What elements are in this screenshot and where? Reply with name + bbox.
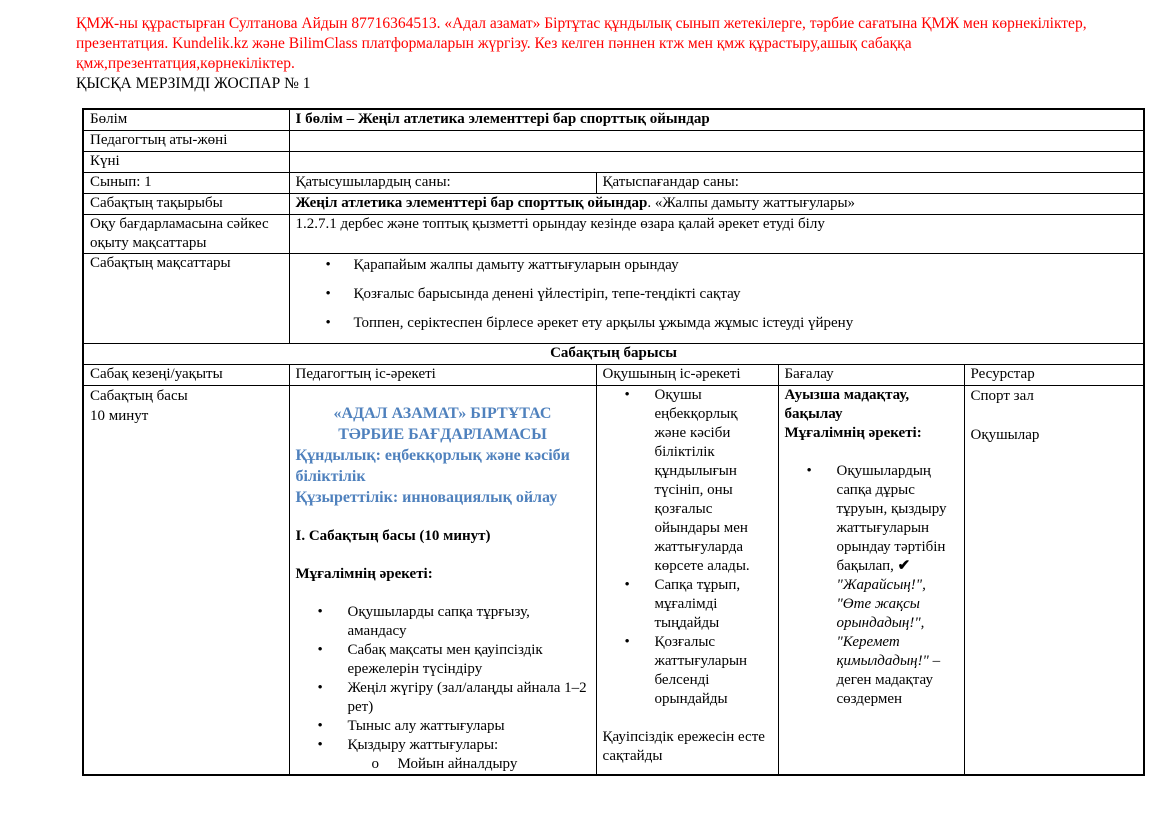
teacher-action-text: Қыздыру жаттығулары: [347,737,499,753]
topic-label-cell: Сабақтың тақырыбы [83,194,289,215]
flow-section-title-cell: Сабақтың барысы [83,344,1144,365]
circle-bullet-icon: o [371,756,379,772]
student-action-text: Сапқа тұрып, мұғалімді тыңдайды [654,577,741,631]
table-row [83,109,1144,131]
document-title: ҚЫСҚА МЕРЗІМДІ ЖОСПАР № 1 [76,75,311,92]
resources-cell [964,386,1144,776]
objectives-label-cell: Оқу бағдарламасына сәйкес оқыту мақсаттары [83,215,289,254]
goals-value-cell [289,254,1144,344]
table-row [83,344,1144,365]
topic-value-bold: Жеңіл атлетика элементтері бар спорттық ойындар [295,195,648,211]
bullet-icon: • [624,387,630,403]
assessment-heading: Ауызша мадақтау, бақылау [784,387,910,422]
topic-value-rest: . «Жалпы дамыту жаттығулары» [647,195,856,211]
student-note: Қауіпсіздік ережесін есте сақтайды [602,729,765,764]
teacher-actions-heading: Мұғалімнің әрекеті: [295,566,433,582]
program-title: «АДАЛ АЗАМАТ» БІРТҰТАС ТӘРБИЕ БАҒДАРЛАМАСЫ [333,405,552,443]
teacher-action-item [318,641,590,679]
goal-text: Топпен, серіктеспен бірлесе әрекет ету арқылы ұжымда жұмыс істеуді үйрену [353,315,854,331]
goal-item [326,314,1138,333]
table-row [83,173,1144,194]
teacher-activity-cell [289,386,596,776]
bullet-icon: • [325,315,331,331]
goal-item [326,285,1138,304]
student-action-item [625,576,772,633]
resource-item: Спорт зал [970,388,1034,404]
date-value-cell[interactable] [289,152,1144,173]
objectives-value-cell: 1.2.7.1 дербес және топтық қызметті орындау кезінде өзара қалай әрекет етуді білу [289,215,1144,254]
bullet-icon: • [624,577,630,593]
goal-item [326,256,1138,275]
student-action-text: Оқушы еңбекқорлық және кәсіби біліктілік құндылығын түсініп, оны қозғалыс ойындары мен жаттығуларда көрсете алады. [654,387,750,574]
teacher-action-item [318,736,590,755]
value-line: Құндылық: еңбекқорлық және кәсіби біліктілік [295,447,570,485]
table-row [83,131,1144,152]
goal-text: Қарапайым жалпы дамыту жаттығуларын орындау [353,257,679,273]
column-header-assessment: Бағалау [778,365,964,386]
bullet-icon: • [325,257,331,273]
assessment-cell [778,386,964,776]
praise-tail: – деген мадақтау сөздермен [836,653,941,707]
stage-heading: І. Сабақтың басы (10 минут) [295,528,491,544]
resource-item: Оқушылар [970,427,1040,443]
student-activity-cell [596,386,778,776]
table-row [83,386,1144,776]
student-action-text: Қозғалыс жаттығуларын белсенді орындайды [654,634,748,707]
bullet-icon: • [624,634,630,650]
teacher-action-item [318,603,590,641]
lesson-plan-table [82,108,1145,776]
assessment-item [807,462,958,709]
checkmark-icon: ✔ [897,558,911,574]
column-header-teacher: Педагогтың іс-әрекеті [289,365,596,386]
student-action-item [625,386,772,576]
bullet-icon: • [806,463,812,479]
goals-label-cell: Сабақтың мақсаттары [83,254,289,344]
participants-label-cell[interactable]: Қатысушылардың саны: [289,173,596,194]
section-label-cell: Бөлім [83,109,289,131]
teacher-action-text: Тыныс алу жаттығулары [347,718,505,734]
praise-quotes: "Жарайсың!", "Өте жақсы орындадың!", "Керемет қимылдадың!" [836,577,929,669]
teacher-name-value-cell[interactable] [289,131,1144,152]
stage-name: Сабақтың басы [90,388,188,404]
bullet-icon: • [317,737,323,753]
column-header-resources: Ресурстар [964,365,1144,386]
absent-label-cell[interactable]: Қатыспағандар саны: [596,173,1144,194]
table-row [83,194,1144,215]
table-header-row [83,365,1144,386]
teacher-action-text: Оқушыларды сапқа тұрғызу, амандасу [347,604,530,639]
table-row [83,254,1144,344]
section-value-cell: I бөлім – Жеңіл атлетика элементтері бар спорттық ойындар [289,109,1144,131]
assessment-text [837,462,958,709]
student-action-item [625,633,772,709]
teacher-action-text: Сабақ мақсаты мен қауіпсіздік ережелерін түсіндіру [347,642,543,677]
bullet-icon: • [317,642,323,658]
assessment-teacher-heading: Мұғалімнің әрекеті: [784,425,922,441]
bullet-icon: • [317,718,323,734]
date-label-cell: Күні [83,152,289,173]
topic-value-cell [289,194,1144,215]
column-header-student: Оқушының іс-әрекеті [596,365,778,386]
table-row [83,152,1144,173]
competence-line: Құзыреттілік: инновациялық ойлау [295,489,558,506]
stage-duration: 10 минут [90,408,149,424]
bullet-icon: • [325,286,331,302]
teacher-action-subtext: Мойын айналдыру [397,756,518,772]
column-header-stage: Сабақ кезеңі/уақыты [83,365,289,386]
stage-cell [83,386,289,776]
bullet-icon: • [317,680,323,696]
bullet-icon: • [317,604,323,620]
class-label-cell: Сынып: 1 [83,173,289,194]
teacher-action-item [318,717,590,736]
teacher-name-label-cell: Педагогтың аты-жөні [83,131,289,152]
author-note: ҚМЖ-ны құрастырған Султанова Айдын 87716364513. «Адал азамат» Біртұтас құндылық сынып жетекілерге, тәрбие сағатына ҚМЖ мен көрнекіліктер, презентатция. Kundelik.kz және BilimClass платформаларын жүргізу. Кез келген пәннен ктж мен қмж құрастыру,ашық сабаққа қмж,презентатция,көрнекіліктер. [76,15,1087,72]
table-row [83,215,1144,254]
assessment-bullet-text: Оқушылардың сапқа дұрыс тұруын, қыздыру жаттығуларын орындау тәртібін бақылап, [836,463,947,574]
goal-text: Қозғалыс барысында денені үйлестіріп, тепе-теңдікті сақтау [353,286,741,302]
teacher-action-subitem [372,755,590,774]
teacher-action-item [318,679,590,717]
teacher-action-text: Жеңіл жүгіру (зал/алаңды айнала 1–2 рет) [347,680,587,715]
